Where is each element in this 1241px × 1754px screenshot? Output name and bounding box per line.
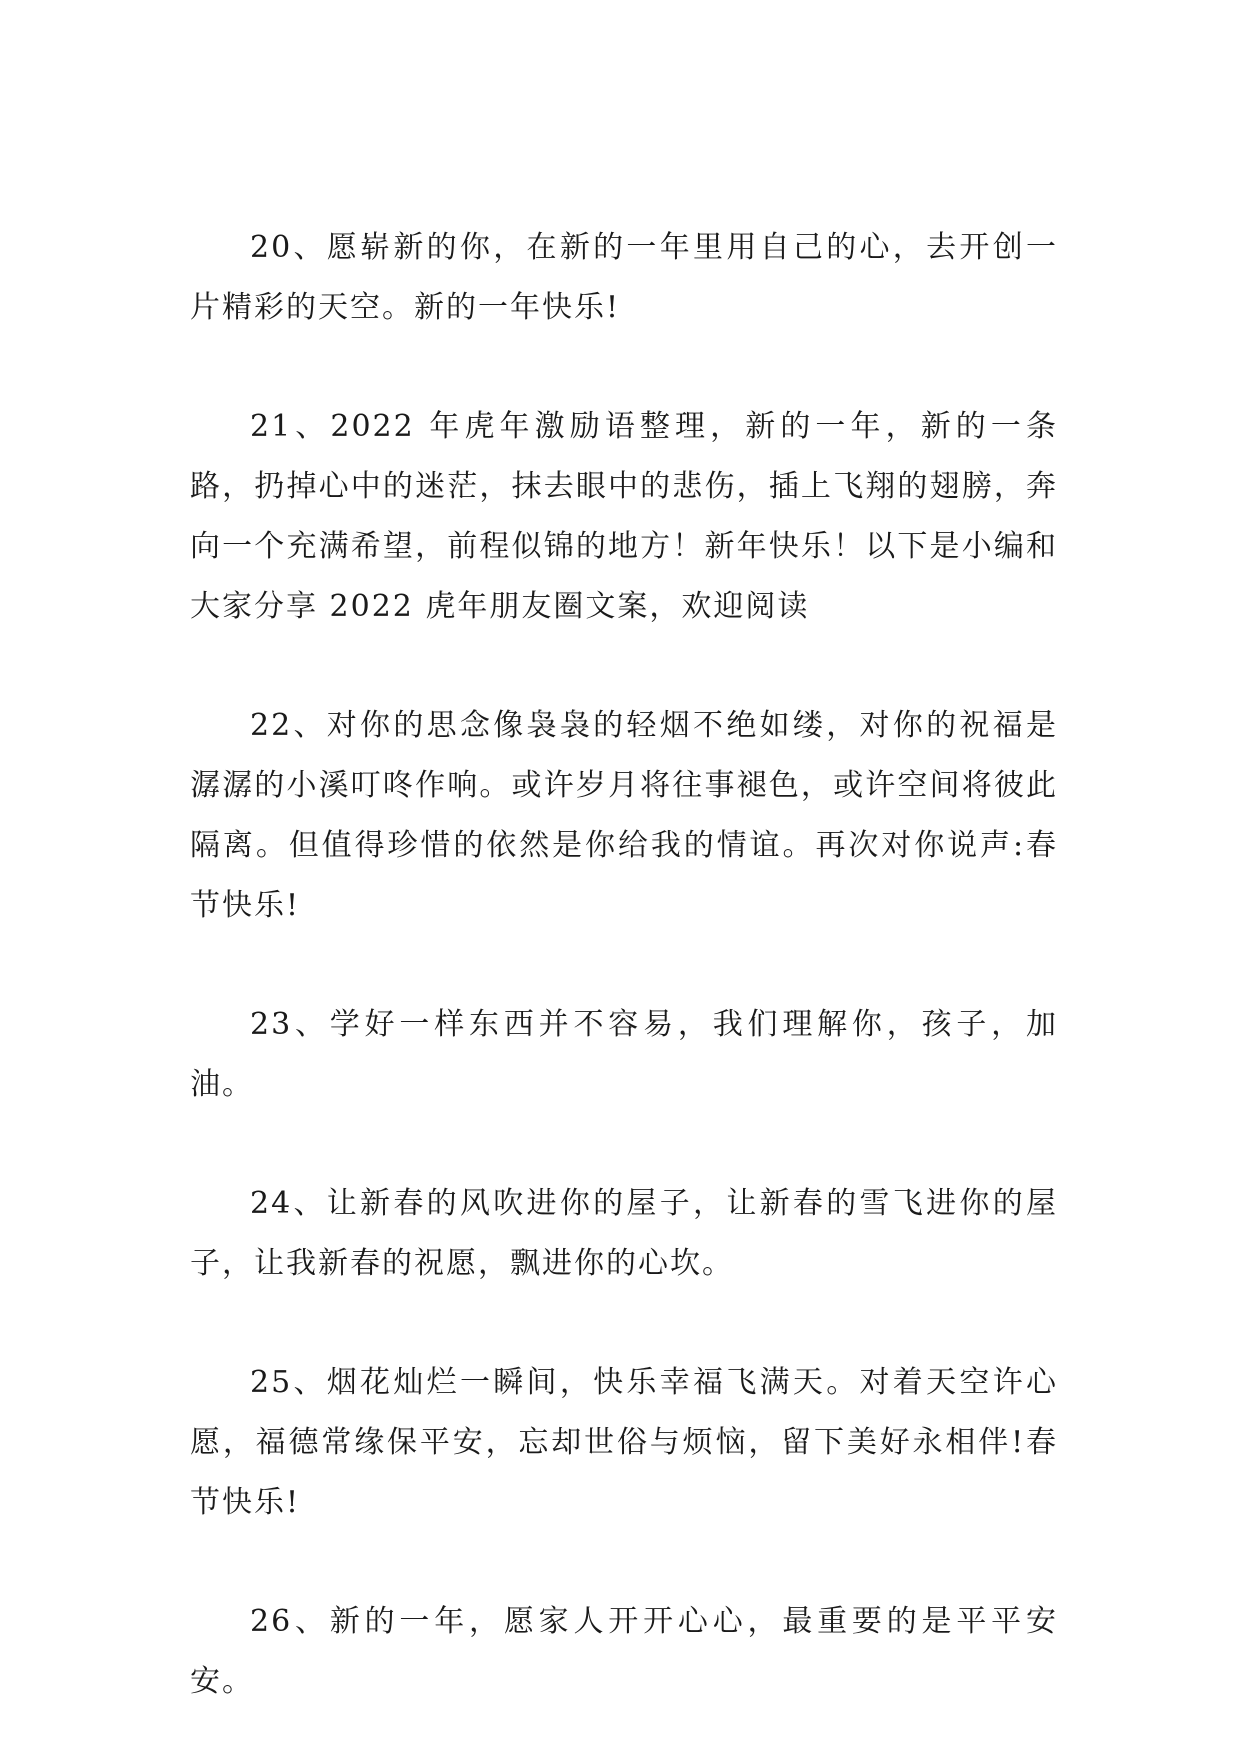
paragraph-20: 20、愿崭新的你，在新的一年里用自己的心，去开创一片精彩的天空。新的一年快乐! bbox=[190, 230, 1058, 325]
paragraph-23: 23、学好一样东西并不容易，我们理解你，孩子，加油。 bbox=[190, 1007, 1058, 1102]
paragraph-22: 22、对你的思念像袅袅的轻烟不绝如缕，对你的祝福是潺潺的小溪叮咚作响。或许岁月将往事褪色，或许空间将彼此隔离。但值得珍惜的依然是你给我的情谊。再次对你说声:春节快乐! bbox=[190, 708, 1058, 923]
paragraph-24: 24、让新春的风吹进你的屋子，让新春的雪飞进你的屋子，让我新春的祝愿，飘进你的心坎。 bbox=[190, 1186, 1058, 1281]
paragraph-21: 21、2022 年虎年激励语整理，新的一年，新的一条路，扔掉心中的迷茫，抹去眼中的悲伤，插上飞翔的翅膀，奔向一个充满希望，前程似锦的地方！新年快乐！以下是小编和大家分享 2022 虎年朋友圈文案，欢迎阅读 bbox=[190, 409, 1058, 624]
document-body bbox=[190, 218, 1058, 1712]
paragraph-26: 26、新的一年，愿家人开开心心，最重要的是平平安安。 bbox=[190, 1604, 1058, 1699]
paragraph-25: 25、烟花灿烂一瞬间，快乐幸福飞满天。对着天空许心愿，福德常缘保平安，忘却世俗与烦恼，留下美好永相伴!春节快乐! bbox=[190, 1365, 1058, 1520]
